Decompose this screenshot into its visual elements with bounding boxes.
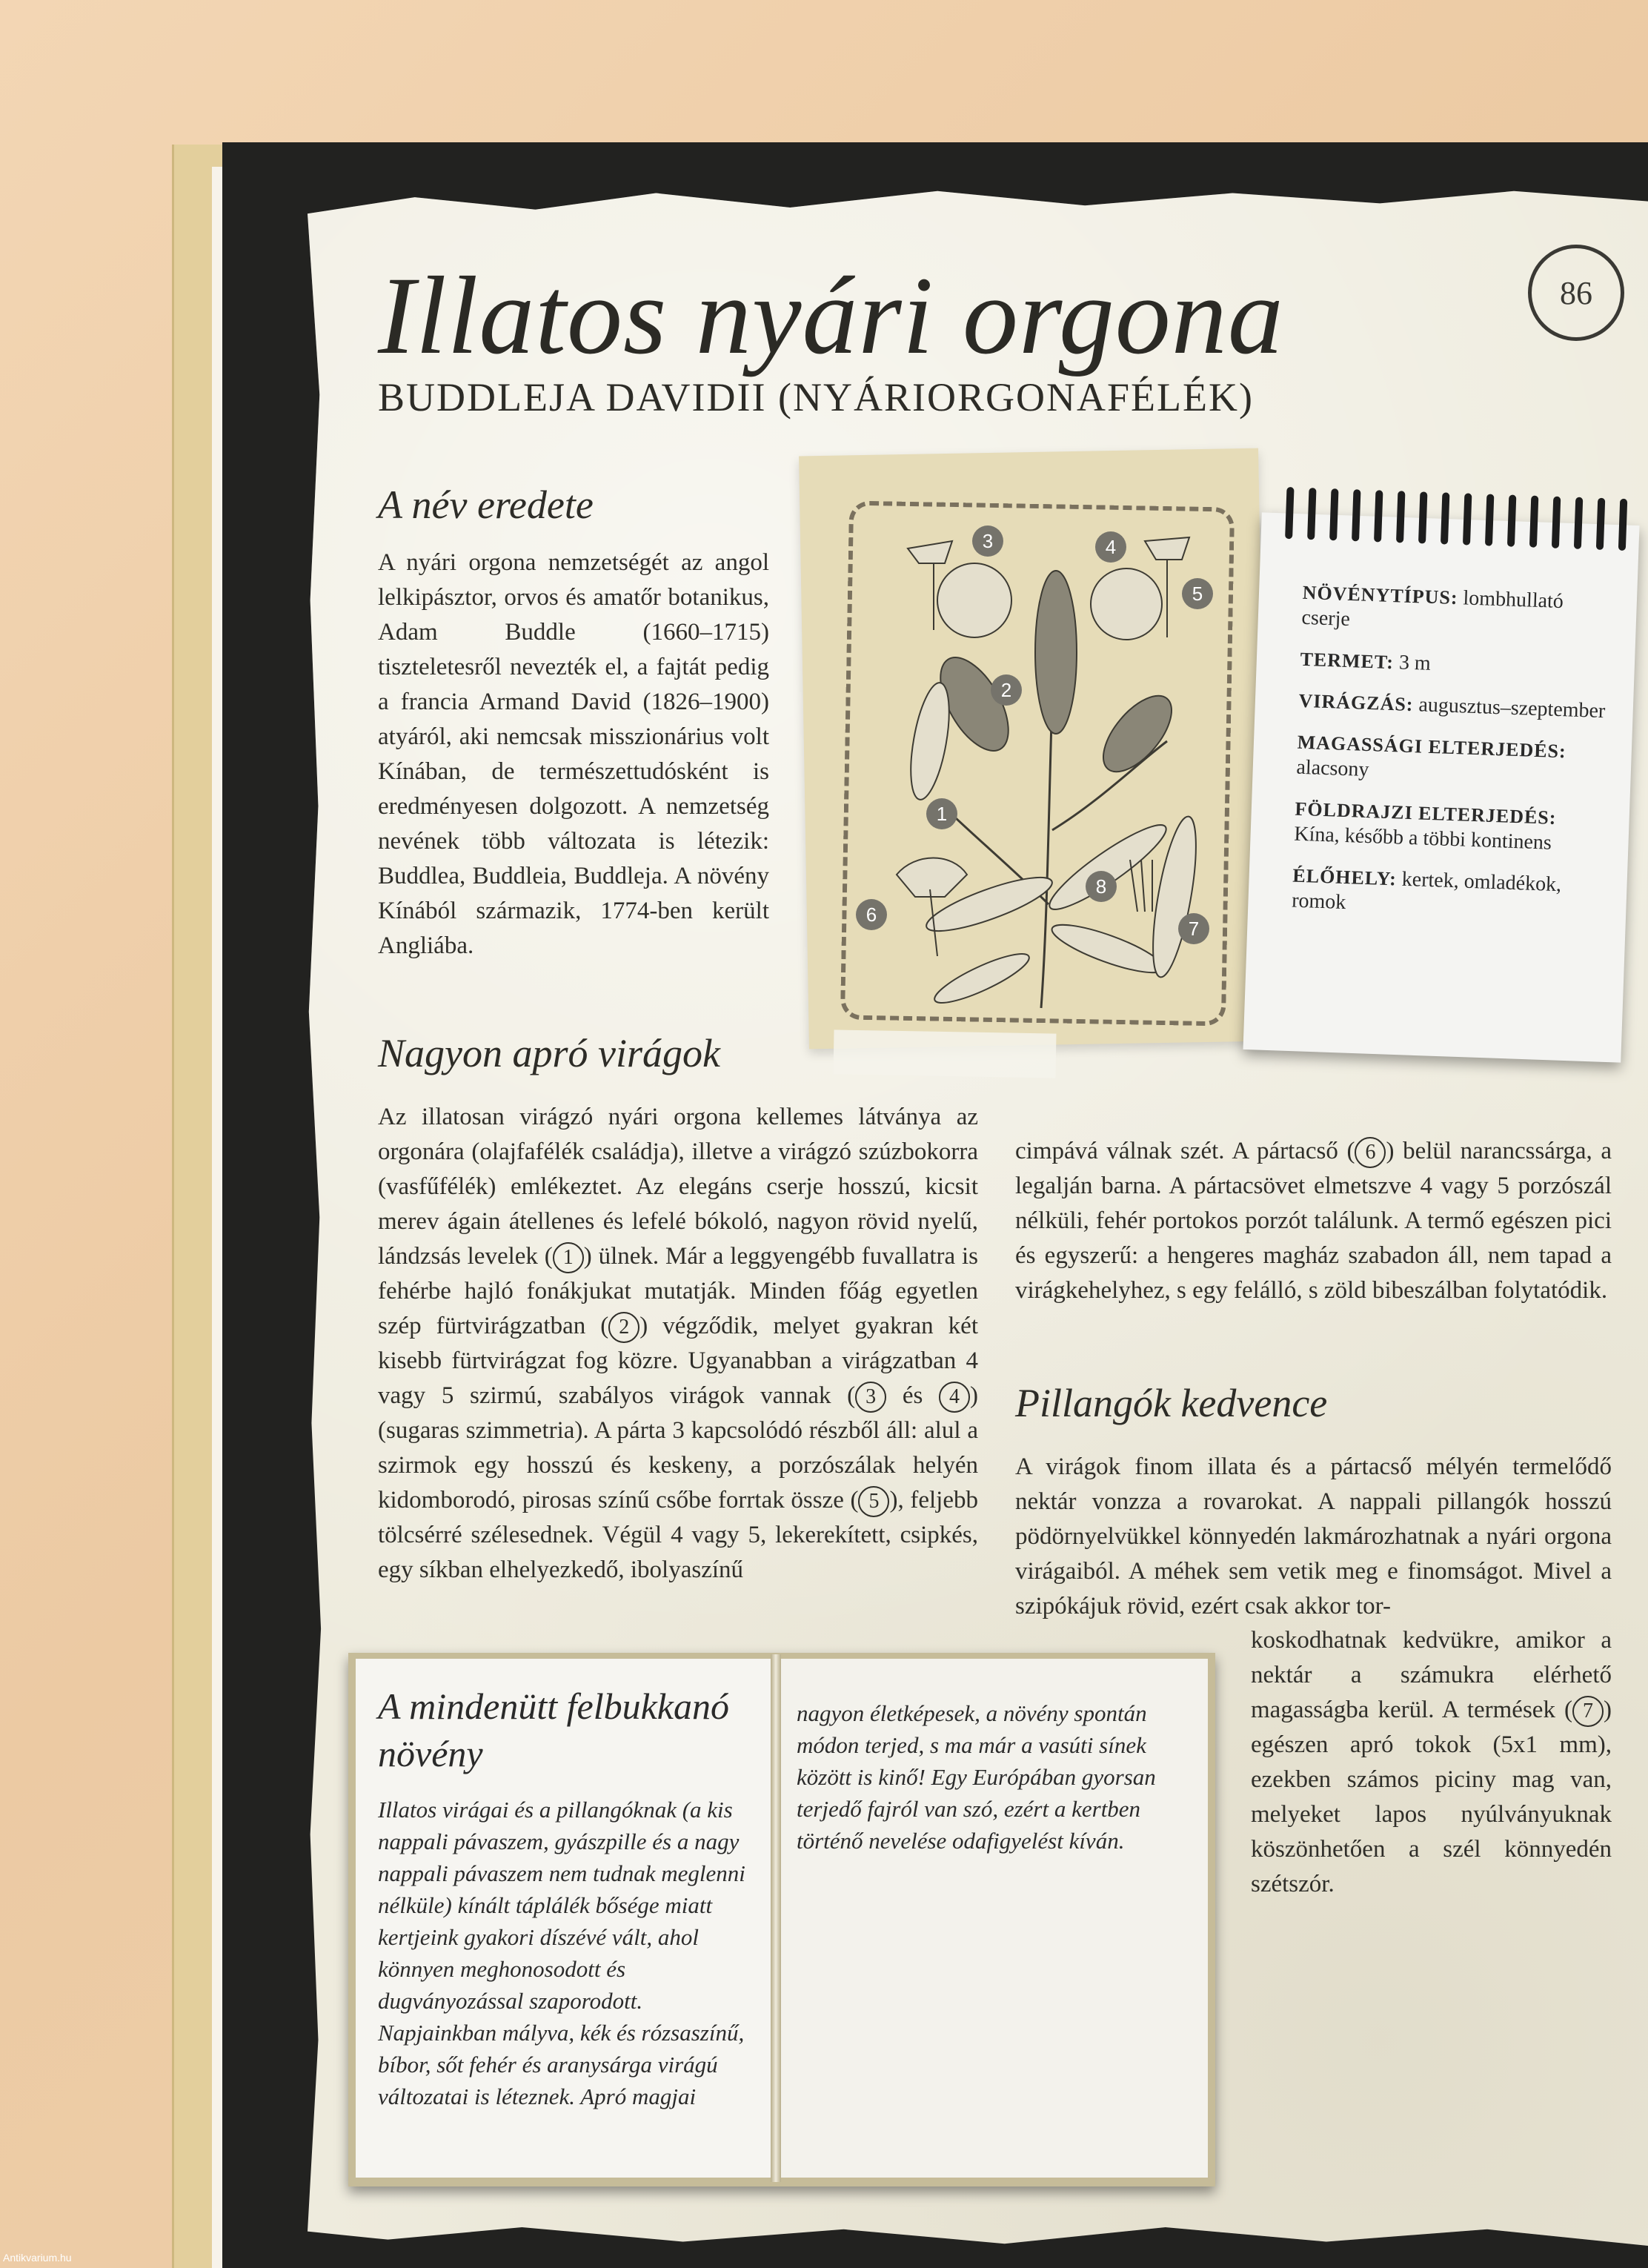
page-number: 86 [1528, 245, 1624, 341]
fact-geo: FÖLDRAJZI ELTERJEDÉS: Kína, később a többi kontinens [1293, 798, 1557, 855]
name-origin-text: A nyári orgona nemzetségét az angol lelkipásztor, orvos és amatőr botanikus, Adam Buddle (1660–1715) tiszteletesről nevezték el, a fajtát pedig a francia Armand David (1826–1900) atyáról, aki nemcsak misszionárius volt Kínában, de természettudósként is eredményesen dolgozott. A nemzetség nevének több változata is létezik: Buddlea, Buddleia, Buddleja. A növény Kínából származik, 1774-ben került Angliába. [378, 549, 769, 959]
butterflies-text: A virágok finom illata és a pártacső mélyén termelődő nektár vonzza a rovarokat. A nappali pillangók hosszú pödörnyelvükkel könnyedén lakmározhatnak a nyári orgona virágaiból. A méhek sem vetik meg e finomságot. Mivel a szipókájuk rövid, ezért csak akkor tor- [1015, 1453, 1612, 1619]
heading-name-origin: A név eredete [378, 483, 594, 527]
heading-tiny-flowers: Nagyon apró virágok [378, 1031, 720, 1075]
boxout-title: A mindenütt felbukkanó növény [378, 1685, 729, 1774]
marker-6: 6 [856, 899, 887, 930]
fact-altitude: MAGASSÁGI ELTERJEDÉS: alacsony [1296, 731, 1567, 782]
tape-strip [833, 1029, 1056, 1078]
fact-habitat: ÉLŐHELY: kertek, omladékok, romok [1291, 864, 1562, 915]
fact-bloom: VIRÁGZÁS: augusztus–szeptember [1298, 689, 1606, 723]
boxout-spine [771, 1654, 781, 2182]
page-subtitle: BUDDLEJA DAVIDII (NYÁRIORGONAFÉLÉK) [378, 375, 1254, 420]
fact-height: TERMET: 3 m [1300, 648, 1432, 675]
heading-butterflies: Pillangók kedvence [1015, 1381, 1328, 1425]
buddleja-illustration [863, 519, 1212, 1015]
tiny-flowers-text: Az illatosan virágzó nyári orgona kellemes látványa az orgonára (olajfafélék családja), illetve a virágzó szúzbokorra (vasfűfélék) emlékeztet. Az elegáns cserje hosszú, kicsit merev ágain átellenes és lefelé bókoló, nagyon rövid nyelű, lándzsás levelek ( 1 ) ülnek. Már a leggyengébb fuvallatra is fehérbe hajló fonákjukat mutatják. Minden főág egyetlen szép fürtvirágzatban ( 2 ) végződik, melyet gyakran két kisebb fürtvirágzat fog közre. Ugyanabban a virágzatban 4 vagy 5 szirmú, szabályos virágok vannak ( 3 és 4 ) (sugaras szimmetria). A párta 3 kapcsolódó részből áll: alul a szirmok egy hosszú és keskeny, a porzószálak helyén kidomborodó, pirosas színű csőbe forrtak össze ( 5 ), feljebb tölcsérré szélesednek. Végül 4 vagy 5, lekerekített, csipkés, egy síkban elhelyezkedő, ibolyaszínű [378, 1104, 979, 1583]
marker-4: 4 [1095, 531, 1126, 563]
facts-list [1291, 580, 1614, 941]
boxout-right-text: nagyon életképesek, a növény spontán módon terjed, s ma már a vasúti sínek között is kinő! Egy Európában gyorsan terjedő fajról van szó, ezért a kertben történő nevelése odafigyelést kíván. [797, 1700, 1156, 1854]
boxout-left-text: Illatos virágai és a pillangóknak (a kis nappali pávaszem, gyászpille és a nagy nappali pávaszem nem tudnak meglenni nélküle) kínált táplálék bősége miatt kertjeink gyakori díszévé vált, ahol könnyen meghonosodott és dugványozással szaporodott. Napjainkban mályva, kék és rózsaszínű, bíbor, sőt fehér és aranysárga virágú változatai is léteznek. Apró magjai [378, 1797, 745, 2109]
watermark: Antikvarium.hu [3, 2252, 72, 2264]
marker-7: 7 [1178, 913, 1209, 944]
marker-3: 3 [972, 525, 1003, 557]
marker-5: 5 [1182, 578, 1213, 609]
tiny-flowers-continued: cimpává válnak szét. A pártacső ( 6 ) belül narancssárga, a legalján barna. A pártacsövet elmetszve 4 vagy 5 porzószál nélküli, fehér portokos porzót találunk. A termő egészen pici és egyszerű: a hengeres magház szabadon áll, nem tapad a virágkehelyhez, s egy felálló, s zöld bibeszálban folytatódik. [1015, 1138, 1612, 1304]
notepad-spiral [1285, 487, 1628, 558]
butterflies-text-wrap: koskodhatnak kedvükre, amikor a nektár a számukra elérhető magasságba kerül. A termések ( 7 ) egészen apró tokok (5x1 mm), ezekben számos piciny mag van, melyeket lapos nyúlványuknak köszönhetően a szél könnyedén szétszór. [1251, 1627, 1612, 1897]
page-title: Illatos nyári orgona [378, 254, 1284, 377]
marker-8: 8 [1086, 871, 1117, 902]
fact-type: NÖVÉNYTÍPUS: lombhullató cserje [1301, 581, 1564, 631]
marker-1: 1 [926, 798, 957, 829]
marker-2: 2 [991, 674, 1022, 706]
